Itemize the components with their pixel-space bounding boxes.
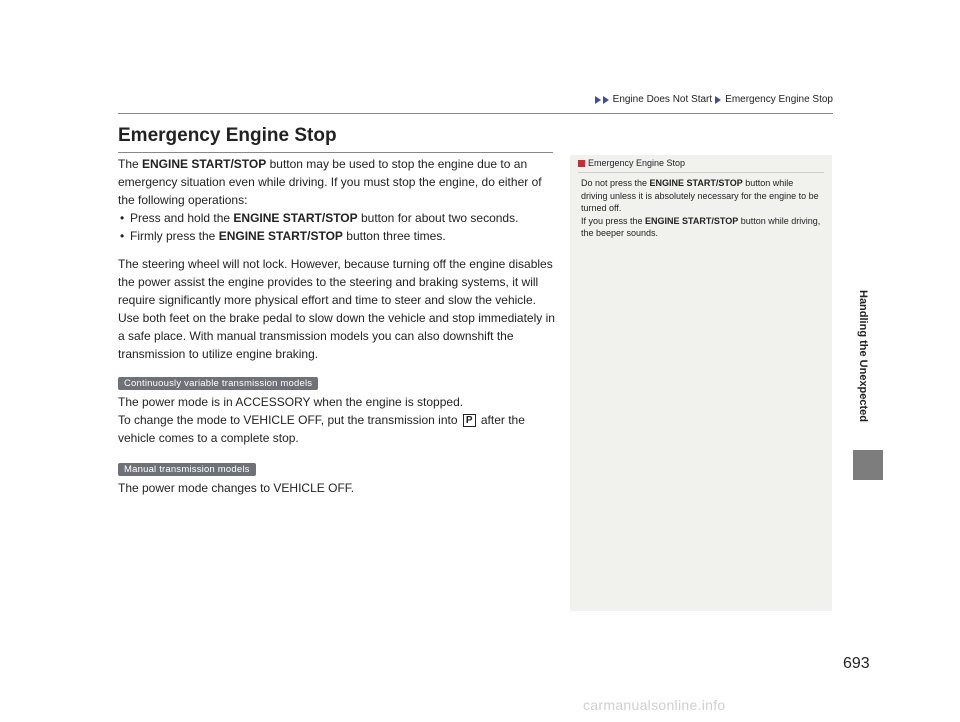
breadcrumb-arrow-icon [603, 96, 609, 104]
sidebar-paragraph: Do not press the ENGINE START/STOP button while driving unless it is absolutely necessary for the engine to be turned off. [581, 178, 819, 213]
main-content [118, 155, 558, 497]
section-tab-marker [853, 450, 883, 480]
sidebar-body [570, 177, 832, 240]
breadcrumb [595, 94, 833, 105]
gear-p-indicator: P [463, 414, 476, 427]
sidebar-heading: Emergency Engine Stop [570, 155, 832, 168]
breadcrumb-arrow-icon [715, 96, 721, 104]
breadcrumb-arrow-icon [595, 96, 601, 104]
cvt-models-tag: Continuously variable transmission models [118, 377, 318, 390]
list-item: • Press and hold the ENGINE START/STOP button for about two seconds. [118, 209, 558, 227]
sidebar-divider [578, 172, 824, 173]
sidebar-paragraph: If you press the ENGINE START/STOP button while driving, the beeper sounds. [581, 215, 821, 238]
list-item: • Firmly press the ENGINE START/STOP button three times. [118, 227, 558, 245]
page-number: 693 [843, 655, 870, 672]
manual-line: The power mode changes to VEHICLE OFF. [118, 481, 355, 495]
intro-paragraph: The ENGINE START/STOP button may be used to stop the engine due to an emergency situation even while driving. If you must stop the engine, do either of the following operations: [118, 157, 542, 207]
section-tab-label[interactable]: Handling the Unexpected [857, 290, 869, 423]
manual-models-tag: Manual transmission models [118, 463, 256, 476]
title-divider [118, 152, 553, 153]
cvt-line-1: The power mode is in ACCESSORY when the engine is stopped. [118, 395, 464, 409]
note-marker-icon [578, 160, 585, 167]
breadcrumb-parent[interactable]: Engine Does Not Start [612, 94, 713, 105]
breadcrumb-current: Emergency Engine Stop [725, 94, 833, 105]
sidebar-note [570, 155, 832, 611]
watermark: carmanualsonline.info [583, 697, 726, 713]
cvt-line-2: To change the mode to VEHICLE OFF, put the transmission into P after the vehicle comes to a complete stop. [118, 413, 525, 445]
page-title: Emergency Engine Stop [118, 125, 337, 146]
operation-list [118, 209, 558, 245]
header-divider [118, 113, 833, 114]
steering-paragraph: The steering wheel will not lock. However, because turning off the engine disables the power assist the engine provides to the steering and braking systems, it will require significantly more physical effort and time to steer and slow the vehicle. Use both feet on the brake pedal to slow down the vehicle and stop immediately in a safe place. With manual transmission models you can also downshift the transmission to utilize engine braking. [118, 257, 555, 361]
